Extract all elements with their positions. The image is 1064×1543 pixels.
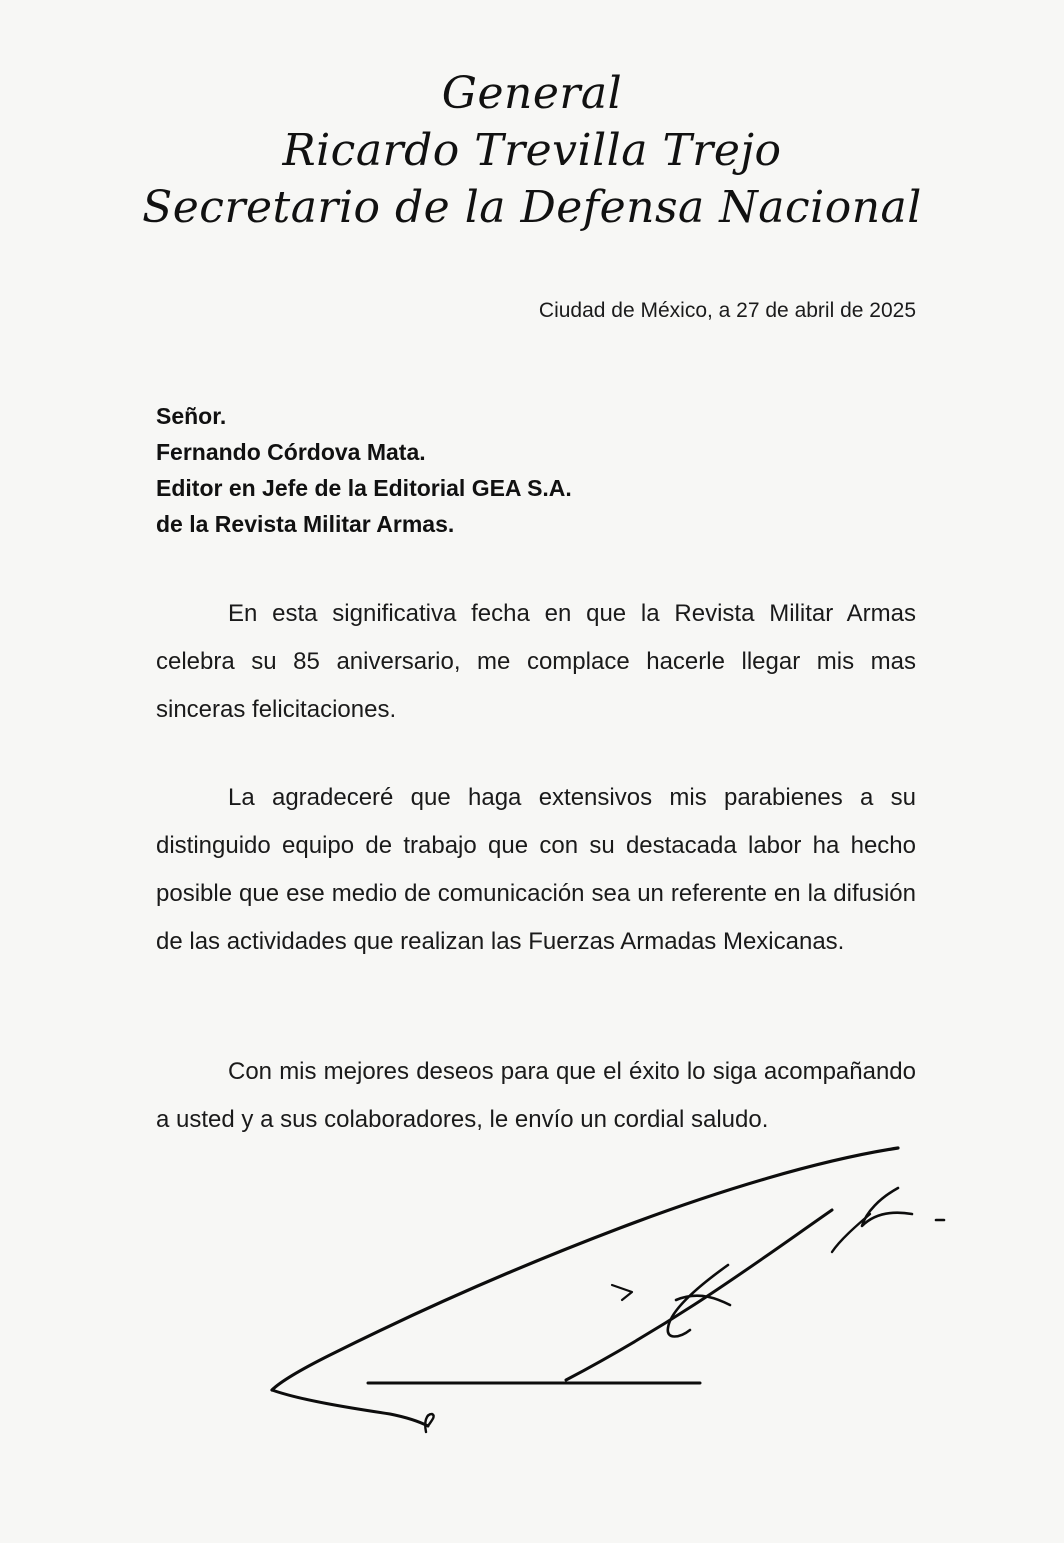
letterhead-title: Secretario de la Defensa Nacional [142, 182, 922, 233]
recipient-salutation: Señor. [156, 403, 227, 429]
date-line: Ciudad de México, a 27 de abril de 2025 [538, 299, 916, 322]
body-paragraph-2: La agradeceré que haga extensivos mis parabienes a su distinguido equipo de trabajo que con su destacada labor ha hecho posible que ese medio de comunicación sea un referente en la difusión de las actividades que realizan las Fuerzas Armadas Mexicanas. [156, 784, 916, 955]
recipient-organization: de la Revista Militar Armas. [156, 511, 455, 537]
body-paragraph-1: En esta significativa fecha en que la Revista Militar Armas celebra su 85 aniversario, me complace hacerle llegar mis mas sinceras felicitaciones. [156, 600, 916, 723]
letterhead-name: Ricardo Trevilla Trejo [282, 125, 782, 176]
body-paragraph-3: Con mis mejores deseos para que el éxito lo siga acompañando a usted y a sus colaboradores, le envío un cordial saludo. [156, 1058, 916, 1133]
letterhead-rank: General [441, 68, 623, 119]
recipient-block [156, 398, 572, 542]
recipient-name: Fernando Córdova Mata. [156, 439, 426, 465]
recipient-position: Editor en Jefe de la Editorial GEA S.A. [156, 475, 572, 501]
